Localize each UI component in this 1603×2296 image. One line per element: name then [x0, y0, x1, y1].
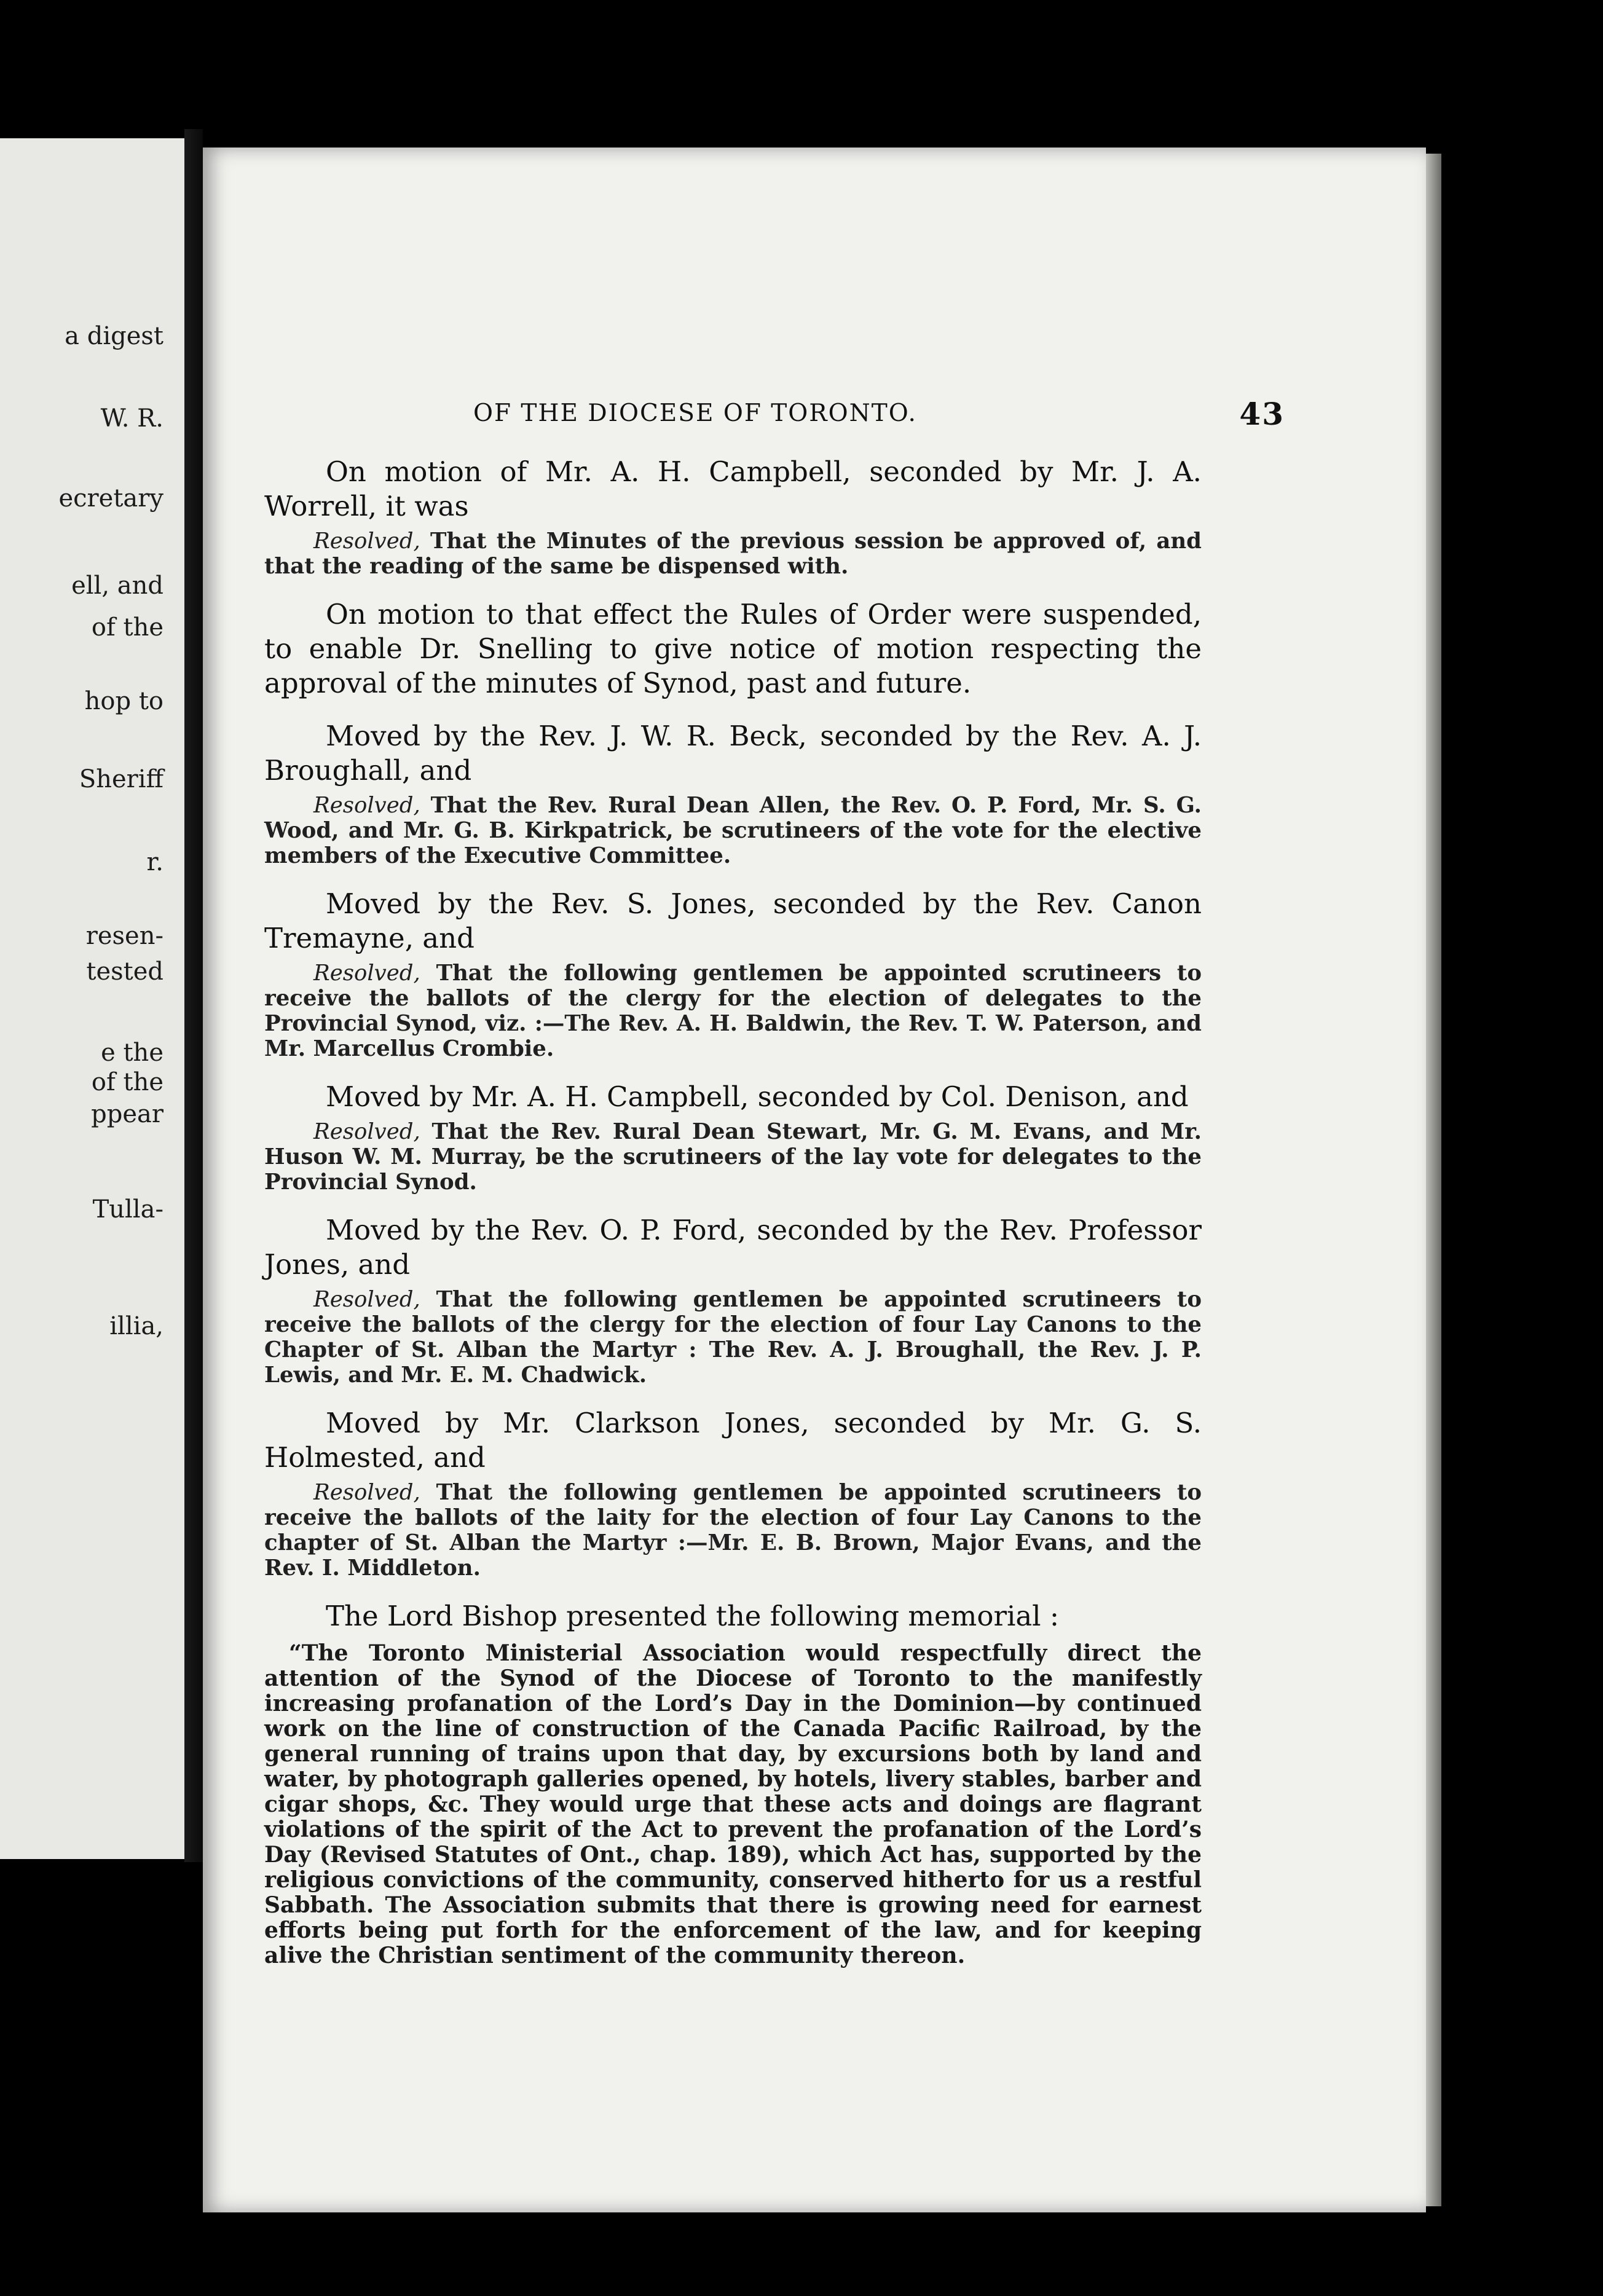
minute-entry [264, 1080, 1202, 1195]
resolved-text: That the Rev. Rural Dean Allen, the Rev. O. P. Ford, Mr. S. G. Wood, and Mr. G. B. Kirkpatrick, be scrutineers of the vote for the elective members of the Executive Committee. [264, 793, 1202, 868]
resolved-text: That the following gentlemen be appointed scrutineers to receive the ballots of the clergy for the election of four Lay Canons to the Chapter of St. Alban the Martyr : The Rev. A. J. Broughall, the Rev. J. P. Lewis, and Mr. E. M. Chadwick. [264, 1287, 1202, 1388]
resolution [264, 961, 1202, 1061]
resolution [264, 1119, 1202, 1195]
resolved-text: That the following gentlemen be appointed scrutineers to receive the ballots of the laity for the election of four Lay Canons to the chapter of St. Alban the Martyr :—Mr. E. B. Brown, Major Evans, and the Rev. I. Middleton. [264, 1480, 1202, 1581]
left-page-line: ell, and [71, 572, 163, 600]
left-page-line: Tulla- [92, 1195, 163, 1224]
minute-entry [264, 597, 1202, 701]
resolved-label: Resolved, [313, 1287, 420, 1312]
page [203, 147, 1426, 2212]
motion-text: On motion of Mr. A. H. Campbell, seconded by Mr. J. A. Worrell, it was [264, 455, 1202, 522]
left-page-line: Sheriff [79, 765, 163, 793]
minute-entry [264, 1406, 1202, 1581]
page-edge [1426, 154, 1441, 2206]
resolved-label: Resolved, [313, 1480, 420, 1505]
resolved-label: Resolved, [313, 961, 420, 986]
left-page-line: e the [101, 1039, 163, 1067]
resolved-text: That the following gentlemen be appointed scrutineers to receive the ballots of the clergy for the election of delegates to the Provincial Synod, viz. :—The Rev. A. H. Baldwin, the Rev. T. W. Paterson, and Mr. Marcellus Crombie. [264, 961, 1202, 1061]
left-page-line: ecretary [58, 484, 163, 513]
resolved-label: Resolved, [313, 793, 420, 818]
motion-text: Moved by the Rev. J. W. R. Beck, seconded by the Rev. A. J. Broughall, and [264, 720, 1202, 787]
left-page-line: resen- [85, 922, 163, 950]
left-page-line: r. [146, 848, 163, 876]
resolution [264, 529, 1202, 579]
resolution [264, 1287, 1202, 1388]
motion-text: The Lord Bishop presented the following memorial : [326, 1600, 1060, 1632]
motion-text: Moved by Mr. Clarkson Jones, seconded by Mr. G. S. Holmested, and [264, 1407, 1202, 1474]
left-page-line: W. R. [100, 404, 163, 433]
page-body [264, 455, 1202, 1968]
page-number: 43 [1239, 396, 1285, 432]
running-head-title: OF THE DIOCESE OF TORONTO. [473, 399, 917, 427]
minute-entry [264, 887, 1202, 1061]
motion-text: On motion to that effect the Rules of Order were suspended, to enable Dr. Snelling to give notice of motion respecting the approval of the minutes of Synod, past and future. [264, 598, 1202, 699]
motion-text: Moved by the Rev. O. P. Ford, seconded by the Rev. Professor Jones, and [264, 1214, 1202, 1281]
resolved-label: Resolved, [313, 529, 420, 554]
resolved-text: That the Minutes of the previous session be approved of, and that the reading of the same be dispensed with. [264, 529, 1202, 579]
book-spine [184, 129, 203, 1862]
minute-entry [264, 719, 1202, 868]
running-head [473, 396, 1285, 436]
resolved-label: Resolved, [313, 1119, 420, 1144]
resolved-text: That the Rev. Rural Dean Stewart, Mr. G. M. Evans, and Mr. Huson W. M. Murray, be the scrutineers of the lay vote for delegates to the Provincial Synod. [264, 1119, 1202, 1195]
left-page-line: ppear [91, 1100, 163, 1128]
resolution [264, 793, 1202, 868]
motion-text: Moved by the Rev. S. Jones, seconded by the Rev. Canon Tremayne, and [264, 887, 1202, 954]
minute-entry [264, 455, 1202, 579]
left-page-line: of the [91, 1068, 163, 1096]
left-page-fragment [0, 138, 188, 1859]
minute-entry [264, 1599, 1202, 1634]
minute-entry [264, 1213, 1202, 1388]
left-page-line: a digest [65, 322, 163, 350]
memorial-text: “The Toronto Ministerial Association would respectfully direct the attention of the Synod of the Diocese of Toronto to the manifestly increasing profanation of the Lord’s Day in the Dominion—by continued work on the line of construction of the Canada Pacific Railroad, by the general running of trains upon that day, by excursions both by land and water, by photograph galleries opened, by hotels, livery stables, barber and cigar shops, &c. They would urge that these acts and doings are flagrant violations of the spirit of the Act to prevent the profanation of the Lord’s Day (Revised Statutes of Ont., chap. 189), which Act has, supported by the religious convictions of the community, conserved hitherto for us a restful Sabbath. The Association submits that there is growing need for earnest efforts being put forth for the enforcement of the law, and for keeping alive the Christian sentiment of the community thereon. [264, 1640, 1202, 1968]
resolution [264, 1480, 1202, 1581]
left-page-line: of the [91, 613, 163, 642]
left-page-line: hop to [84, 687, 163, 715]
motion-text: Moved by Mr. A. H. Campbell, seconded by Col. Denison, and [326, 1080, 1189, 1113]
left-page-line: illia, [109, 1312, 163, 1340]
left-page-line: tested [86, 957, 163, 986]
